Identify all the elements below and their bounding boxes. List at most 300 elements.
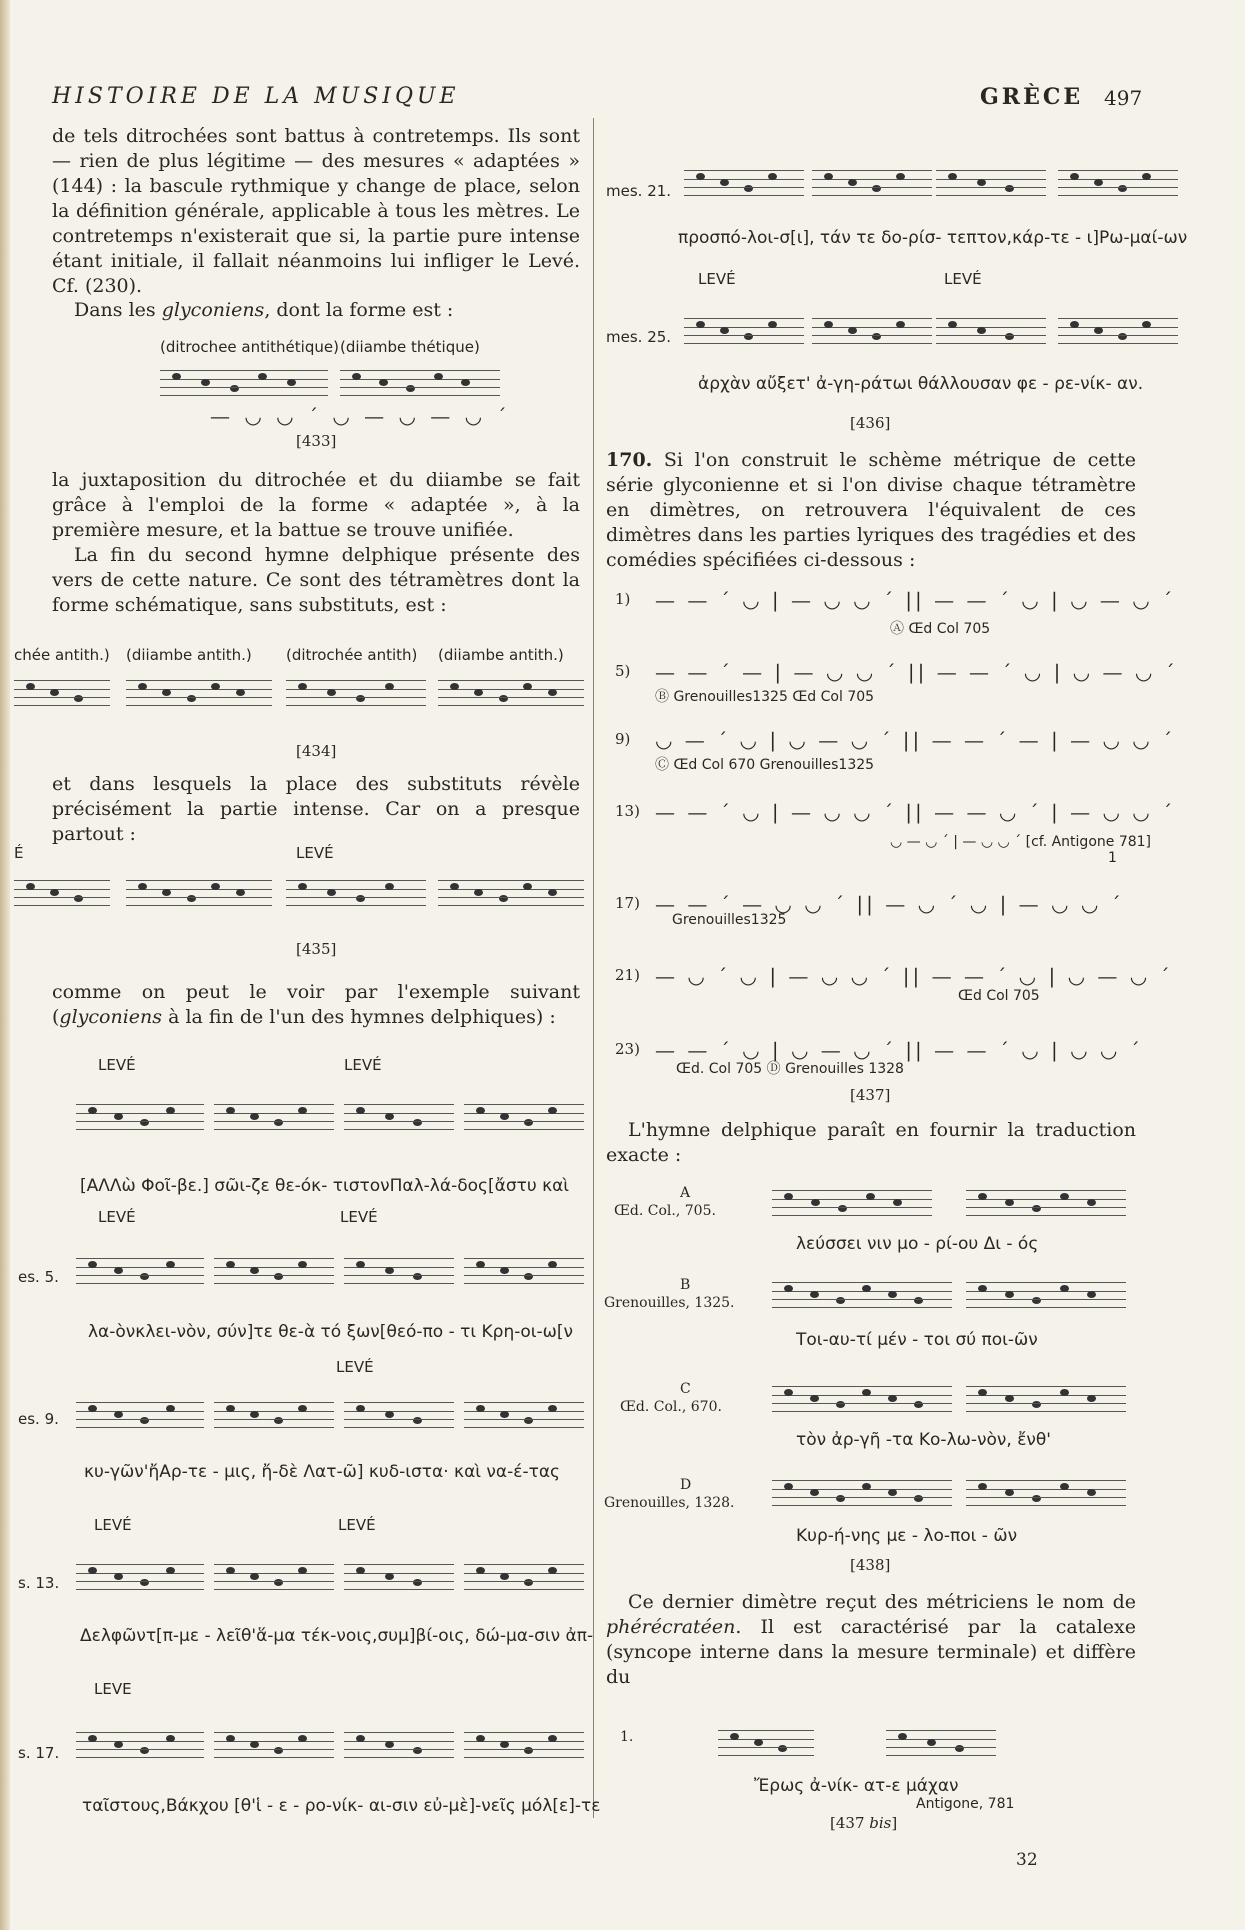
music-staff <box>464 1402 584 1428</box>
music-staff <box>464 1258 584 1284</box>
music-note <box>140 1417 149 1424</box>
paragraph-example: comme on peut le voir par l'exemple suivant (glyconiens à la fin de l'un des hymnes delphiques) : <box>52 981 580 1028</box>
metric-scheme-row: — ◡ ´ ◡ | — ◡ ◡ ´ || — — ´ ◡ | ◡ — ◡ ´ <box>655 964 1173 988</box>
music-note <box>1060 1285 1069 1292</box>
music-note <box>162 689 171 696</box>
music-note <box>548 1405 557 1412</box>
music-note <box>140 1579 149 1586</box>
music-note <box>201 379 210 386</box>
music-note <box>50 689 59 696</box>
music-note <box>978 1389 987 1396</box>
verse-text: Ἔρως ἀ-νίκ- ατ-ε μάχαν <box>754 1776 959 1796</box>
paragraph-second-hymn: La fin du second hymne delphique présente des vers de cette nature. Ce sont des tétramètres dont la forme schématique, sans substituts, est : <box>52 544 580 616</box>
music-note <box>893 1199 902 1206</box>
music-note <box>1005 333 1014 340</box>
music-note <box>1118 333 1127 340</box>
music-note <box>88 1735 97 1742</box>
music-note <box>810 1489 819 1496</box>
music-staff <box>214 1258 334 1284</box>
music-note <box>977 327 986 334</box>
music-note <box>1005 185 1014 192</box>
row-number: 5) <box>615 662 631 680</box>
music-note <box>836 1495 845 1502</box>
music-note <box>499 895 508 902</box>
running-header-left: HISTOIRE DE LA MUSIQUE <box>52 84 460 109</box>
music-note <box>866 1193 875 1200</box>
music-note <box>413 1119 422 1126</box>
music-note <box>88 1107 97 1114</box>
music-note <box>250 1267 259 1274</box>
music-staff <box>966 1190 1126 1216</box>
leve-label: É <box>14 844 24 862</box>
music-note <box>1087 1395 1096 1402</box>
music-note <box>298 1567 307 1574</box>
music-note <box>274 1273 283 1280</box>
music-note <box>927 1739 936 1746</box>
music-note <box>524 1273 533 1280</box>
hymn-text: κυ-γῶν'ἤΑρ-τε - μις, ἤ-δὲ Λατ-ῶ] κυδ-ιστα· καὶ να-έ-τας <box>84 1462 561 1482</box>
music-note <box>898 1733 907 1740</box>
hymn-text: [ΑΛΛὼ Φοῖ-βε.] σῶι-ζε θε-όκ- τιστονΠαλ-λά-δος[ἄστυ καὶ <box>80 1176 570 1196</box>
verse-text: Τοι-αυ-τί μέν - τοι σύ ποι-ῶν <box>796 1330 1038 1350</box>
scheme-source: Œd. Col 705 Ⓓ Grenouilles 1328 <box>676 1061 904 1077</box>
music-staff <box>772 1282 952 1308</box>
music-note <box>720 179 729 186</box>
music-note <box>836 1401 845 1408</box>
music-note <box>784 1285 793 1292</box>
music-note <box>26 883 35 890</box>
music-note <box>696 173 705 180</box>
music-note <box>250 1741 259 1748</box>
music-staff <box>464 1564 584 1590</box>
music-note <box>236 689 245 696</box>
music-note <box>1087 1489 1096 1496</box>
figure-label: (ditrochee antithétique) <box>160 338 339 356</box>
music-staff <box>14 880 110 906</box>
music-note <box>548 689 557 696</box>
leve-label: LEVÉ <box>336 1358 374 1376</box>
music-note <box>298 883 307 890</box>
example-source: Antigone, 781 <box>916 1796 1015 1812</box>
music-note <box>356 895 365 902</box>
scheme-source: Ⓑ Grenouilles1325 Œd Col 705 <box>655 689 875 705</box>
music-note <box>114 1573 123 1580</box>
music-note <box>356 1261 365 1268</box>
music-note <box>978 1483 987 1490</box>
music-note <box>548 889 557 896</box>
music-staff <box>966 1386 1126 1412</box>
row-number: 17) <box>615 894 640 912</box>
example-letter: D <box>680 1477 692 1493</box>
leve-label: LEVÉ <box>698 270 736 288</box>
music-staff <box>286 880 426 906</box>
music-staff <box>772 1386 952 1412</box>
music-note <box>524 1417 533 1424</box>
music-note <box>784 1483 793 1490</box>
music-note <box>476 1567 485 1574</box>
music-note <box>1087 1199 1096 1206</box>
example-source: Grenouilles, 1325. <box>604 1295 735 1311</box>
music-note <box>298 1735 307 1742</box>
music-note <box>1070 173 1079 180</box>
music-note <box>166 1107 175 1114</box>
music-note <box>461 379 470 386</box>
music-note <box>356 1107 365 1114</box>
music-staff <box>214 1564 334 1590</box>
music-staff <box>812 170 932 196</box>
example-letter: A <box>680 1185 691 1201</box>
music-note <box>187 895 196 902</box>
music-staff <box>126 880 272 906</box>
music-note <box>88 1405 97 1412</box>
music-note <box>226 1107 235 1114</box>
music-note <box>848 327 857 334</box>
music-staff <box>76 1104 204 1130</box>
music-staff <box>126 680 272 706</box>
music-note <box>50 889 59 896</box>
music-note <box>274 1747 283 1754</box>
music-note <box>1094 179 1103 186</box>
music-note <box>768 321 777 328</box>
measure-label: es. 5. <box>18 1268 59 1286</box>
music-note <box>862 1389 871 1396</box>
music-note <box>356 1567 365 1574</box>
music-note <box>166 1405 175 1412</box>
music-note <box>74 895 83 902</box>
music-staff <box>214 1732 334 1758</box>
music-note <box>1118 185 1127 192</box>
music-note <box>1142 321 1151 328</box>
figure-label: chée antith.) <box>14 646 110 664</box>
verse-text: λεύσσει νιν μο - ρί-ου Δι - ός <box>796 1234 1039 1254</box>
music-note <box>356 695 365 702</box>
music-note <box>114 1741 123 1748</box>
verse-text: Κυρ-ή-νης με - λο-ποι - ῶν <box>796 1526 1018 1546</box>
page-edge <box>0 0 10 1930</box>
music-note <box>948 321 957 328</box>
music-note <box>1005 1489 1014 1496</box>
music-staff <box>772 1480 952 1506</box>
music-note <box>298 1261 307 1268</box>
metric-scheme-row: — — ´ ◡ | — ◡ ◡ ´ || — — ´ ◡ | ◡ — ◡ ´ <box>655 588 1176 612</box>
music-staff <box>684 170 804 196</box>
music-note <box>1070 321 1079 328</box>
hymn-text: ταῖστους,Βάκχου [θ'ἱ - ε - ρο-νίκ- αι-σιν εὐ-μὲ]-νεῖς μόλ[ε]-τε <box>82 1796 601 1816</box>
figure-caption: [434] <box>296 742 337 760</box>
music-note <box>744 333 753 340</box>
music-note <box>385 1411 394 1418</box>
measure-label: mes. 21. <box>606 182 672 200</box>
section-number: 170. <box>606 449 653 471</box>
music-note <box>356 1405 365 1412</box>
figure-label: (ditrochée antith) <box>286 646 418 664</box>
music-note <box>88 1261 97 1268</box>
music-note <box>500 1267 509 1274</box>
music-note <box>450 683 459 690</box>
music-note <box>434 373 443 380</box>
music-note <box>413 1273 422 1280</box>
music-note <box>1005 1395 1014 1402</box>
music-note <box>172 373 181 380</box>
music-staff <box>438 880 584 906</box>
music-staff <box>1058 170 1178 196</box>
music-note <box>476 1735 485 1742</box>
music-note <box>744 185 753 192</box>
music-staff <box>14 680 110 706</box>
hymn-text: ἀρχὰν αὔξετ' ἀ-γη-ράτωι θάλλουσαν φε - ρε-νίκ- αν. <box>698 374 1144 394</box>
music-staff <box>214 1104 334 1130</box>
music-note <box>327 689 336 696</box>
music-staff <box>344 1732 454 1758</box>
music-note <box>140 1273 149 1280</box>
leve-label: LEVE <box>94 1680 132 1698</box>
metric-scheme: — ◡ ◡ ´ ◡ — ◡ — ◡ ´ <box>210 404 511 428</box>
music-staff <box>76 1732 204 1758</box>
hymn-text: Δελφῶντ[π-με - λεῖθ'ἅ-μα τέκ-νοις,συμ]βί-οις, δώ-μα-σιν ἀπ- <box>80 1626 594 1646</box>
row-number: 23) <box>615 1040 640 1058</box>
figure-label: (diiambe antith.) <box>126 646 252 664</box>
music-note <box>258 373 267 380</box>
music-note <box>500 1573 509 1580</box>
music-note <box>385 1267 394 1274</box>
music-note <box>548 1261 557 1268</box>
music-note <box>474 889 483 896</box>
music-note <box>114 1113 123 1120</box>
figure-caption: [437] <box>850 1086 891 1104</box>
music-note <box>138 883 147 890</box>
music-note <box>1032 1495 1041 1502</box>
music-note <box>274 1417 283 1424</box>
music-note <box>914 1401 923 1408</box>
music-staff <box>684 318 804 344</box>
music-note <box>187 695 196 702</box>
music-note <box>413 1417 422 1424</box>
leve-label: LEVÉ <box>338 1516 376 1534</box>
music-note <box>385 1741 394 1748</box>
music-staff <box>214 1402 334 1428</box>
music-note <box>888 1291 897 1298</box>
metric-scheme-row: — — ´ ◡ | ◡ — ◡ ´ || — — ´ ◡ | ◡ ◡ ´ <box>655 1038 1143 1062</box>
example-source: Œd. Col., 670. <box>620 1399 722 1415</box>
paragraph-ditrochees: de tels ditrochées sont battus à contretemps. Ils sont — rien de plus légitime — des mesures « adaptées » (144) : la bascule rythmique y change de place, selon la définition générale, applicable à tous les mètres. Le contretemps n'existerait que si, la partie pure intense étant initiale, il fallait néanmoins lui infliger le Levé. Cf. (230). <box>52 125 580 297</box>
figure-caption: [437 bis] <box>830 1814 898 1832</box>
music-note <box>548 1735 557 1742</box>
measure-label: es. 9. <box>18 1410 59 1428</box>
music-staff <box>344 1104 454 1130</box>
leve-label: LEVÉ <box>944 270 982 288</box>
music-note <box>287 379 296 386</box>
music-staff <box>438 680 584 706</box>
music-note <box>500 1741 509 1748</box>
music-staff <box>812 318 932 344</box>
running-header-right: GRÈCE <box>980 84 1084 110</box>
example-letter: C <box>680 1381 691 1397</box>
music-note <box>474 689 483 696</box>
example-number: 1. <box>620 1729 634 1745</box>
music-note <box>352 373 361 380</box>
music-note <box>385 883 394 890</box>
music-note <box>226 1405 235 1412</box>
music-note <box>1005 1291 1014 1298</box>
music-note <box>948 173 957 180</box>
music-staff <box>464 1732 584 1758</box>
music-staff <box>344 1402 454 1428</box>
music-note <box>298 1107 307 1114</box>
music-note <box>872 333 881 340</box>
row-number: 9) <box>615 730 631 748</box>
music-staff <box>1058 318 1178 344</box>
music-note <box>696 321 705 328</box>
music-note <box>524 1119 533 1126</box>
music-note <box>754 1739 763 1746</box>
music-staff <box>464 1104 584 1130</box>
leve-label: LEVÉ <box>98 1208 136 1226</box>
hymn-text: προσπό-λοι-σ[ι], τάν τε δο-ρίσ- τεπτον,κάρ-τε - ι]Ρω-μαί-ων <box>678 228 1188 248</box>
music-note <box>1005 1199 1014 1206</box>
music-note <box>872 185 881 192</box>
leve-label: LEVÉ <box>98 1056 136 1074</box>
music-note <box>810 1395 819 1402</box>
measure-label: s. 17. <box>18 1744 60 1762</box>
column-divider <box>593 118 594 1818</box>
music-note <box>74 695 83 702</box>
music-staff <box>966 1282 1126 1308</box>
music-note <box>977 179 986 186</box>
music-note <box>784 1389 793 1396</box>
measure-label: mes. 25. <box>606 328 672 346</box>
music-note <box>413 1579 422 1586</box>
music-note <box>838 1205 847 1212</box>
music-note <box>888 1489 897 1496</box>
music-note <box>1094 327 1103 334</box>
music-note <box>500 1113 509 1120</box>
metric-scheme-row: — — ´ — | — ◡ ◡ ´ || — — ´ ◡ | ◡ — ◡ ´ <box>655 660 1178 684</box>
leve-label: LEVÉ <box>296 844 334 862</box>
music-note <box>476 1107 485 1114</box>
row-number: 1) <box>615 590 631 608</box>
music-staff <box>160 370 328 396</box>
metric-scheme-row: — — ´ — ◡ ◡ ´ || — ◡ ´ ◡ | — ◡ ◡ ´ <box>655 892 1124 916</box>
music-note <box>250 1573 259 1580</box>
music-note <box>476 1261 485 1268</box>
music-note <box>914 1495 923 1502</box>
music-note <box>385 1113 394 1120</box>
music-note <box>298 683 307 690</box>
music-note <box>1087 1291 1096 1298</box>
paragraph-hymn-translation: L'hymne delphique paraît en fournir la traduction exacte : <box>606 1119 1136 1166</box>
paragraph-170: 170. Si l'on construit le schème métrique de cette série glyconienne et si l'on divise chaque tétramètre en dimètres, on retrouvera l'équivalent de ces dimètres dans les parties lyriques des tragédies et des comédies spécifiées ci-dessous : <box>606 449 1136 571</box>
music-note <box>250 1113 259 1120</box>
music-note <box>114 1411 123 1418</box>
music-note <box>810 1291 819 1298</box>
music-staff <box>718 1730 814 1756</box>
music-note <box>824 173 833 180</box>
music-note <box>548 1567 557 1574</box>
music-note <box>1032 1205 1041 1212</box>
music-staff <box>76 1402 204 1428</box>
music-note <box>499 695 508 702</box>
figure-label: (diiambe antith.) <box>438 646 564 664</box>
music-note <box>166 1735 175 1742</box>
music-note <box>406 385 415 392</box>
music-note <box>166 1261 175 1268</box>
music-staff <box>936 170 1046 196</box>
music-note <box>162 889 171 896</box>
music-note <box>548 1107 557 1114</box>
music-note <box>450 883 459 890</box>
music-note <box>250 1411 259 1418</box>
measure-label: s. 13. <box>18 1574 60 1592</box>
figure-caption: [433] <box>296 432 337 450</box>
music-note <box>298 1405 307 1412</box>
music-note <box>1060 1193 1069 1200</box>
music-staff <box>772 1190 932 1216</box>
music-note <box>523 883 532 890</box>
music-note <box>720 327 729 334</box>
music-note <box>226 1567 235 1574</box>
example-letter: B <box>680 1277 691 1293</box>
music-note <box>166 1567 175 1574</box>
music-note <box>1060 1389 1069 1396</box>
figure-caption: [436] <box>850 414 891 432</box>
music-note <box>379 379 388 386</box>
scheme-source: Ⓐ Œd Col 705 <box>890 621 991 637</box>
paragraph-pherecrateen: Ce dernier dimètre reçut des métriciens le nom de phérécratéen. Il est caractérisé par la catalexe (syncope interne dans la mesure terminale) et diffère du <box>606 1591 1136 1688</box>
figure-label: (diiambe thétique) <box>340 338 480 356</box>
music-note <box>226 1261 235 1268</box>
music-note <box>327 889 336 896</box>
music-note <box>500 1411 509 1418</box>
row-number: 21) <box>615 966 640 984</box>
music-note <box>1060 1483 1069 1490</box>
music-staff <box>76 1258 204 1284</box>
music-note <box>138 683 147 690</box>
music-note <box>768 173 777 180</box>
music-note <box>476 1405 485 1412</box>
music-note <box>1142 173 1151 180</box>
music-staff <box>344 1258 454 1284</box>
music-note <box>862 1483 871 1490</box>
music-note <box>140 1747 149 1754</box>
music-note <box>784 1193 793 1200</box>
music-staff <box>936 318 1046 344</box>
row-number: 13) <box>615 802 640 820</box>
music-note <box>955 1745 964 1752</box>
music-note <box>140 1119 149 1126</box>
music-note <box>888 1395 897 1402</box>
music-staff <box>286 680 426 706</box>
figure-caption: [438] <box>850 1556 891 1574</box>
music-note <box>114 1267 123 1274</box>
music-note <box>1032 1297 1041 1304</box>
music-note <box>26 683 35 690</box>
music-staff <box>340 370 500 396</box>
music-note <box>836 1297 845 1304</box>
leve-label: LEVÉ <box>344 1056 382 1074</box>
music-note <box>896 321 905 328</box>
music-note <box>230 385 239 392</box>
metric-scheme-row: — — ´ ◡ | — ◡ ◡ ´ || — — ◡ ´ | — ◡ ◡ ´ <box>655 800 1176 824</box>
music-note <box>211 883 220 890</box>
music-note <box>914 1297 923 1304</box>
paragraph-juxtaposition: la juxtaposition du ditrochée et du diiambe se fait grâce à l'emploi de la forme « adaptée », à la première mesure, et la battue se trouve unifiée. <box>52 469 580 541</box>
music-note <box>356 1735 365 1742</box>
example-source: Œd. Col., 705. <box>614 1203 716 1219</box>
figure-caption: [435] <box>296 940 337 958</box>
music-note <box>730 1733 739 1740</box>
paragraph-glyconiens: Dans les glyconiens, dont la forme est : <box>74 299 454 321</box>
music-note <box>824 321 833 328</box>
